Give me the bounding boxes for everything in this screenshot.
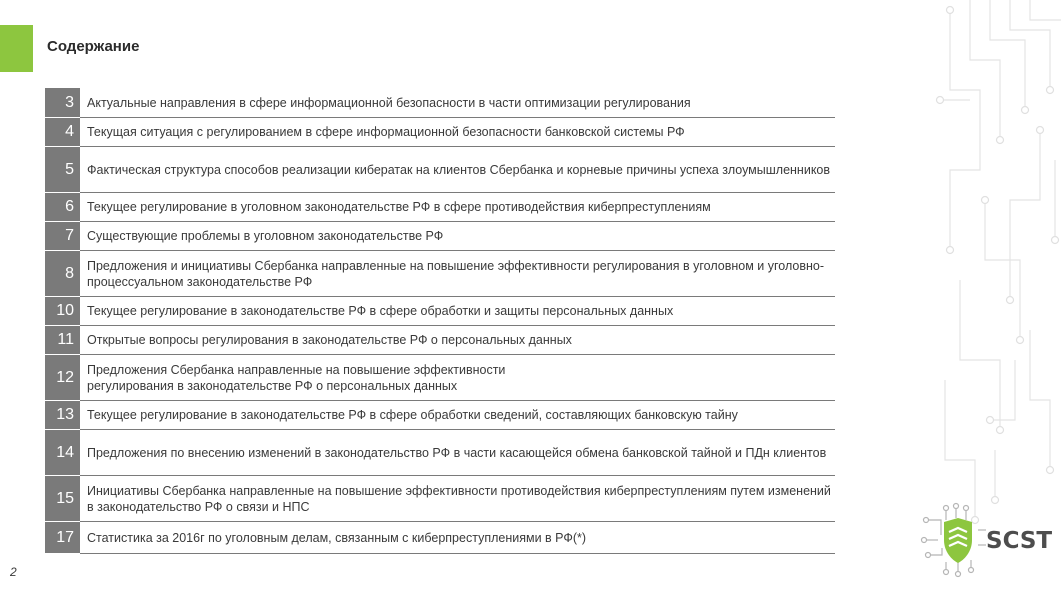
toc-number: 14	[45, 430, 80, 476]
toc-text: Текущее регулирование в законодательстве РФ в сфере обработки и защиты персональных данных	[87, 304, 674, 318]
toc-text: Текущее регулирование в уголовном законодательстве РФ в сфере противодействия киберпреступлениям	[87, 200, 711, 214]
toc-text: Статистика за 2016г по уголовным делам, связанным с киберпреступлениями в РФ(*)	[87, 530, 587, 545]
toc-text: Текущая ситуация с регулированием в сфере информационной безопасности банковской системы РФ	[87, 125, 685, 139]
toc-text: Актуальные направления в сфере информационной безопасности в части оптимизации регулирования	[87, 95, 691, 110]
logo-text: SCST	[986, 528, 1053, 554]
toc-text: Существующие проблемы в уголовном законодательстве РФ	[87, 229, 444, 243]
toc-row	[45, 147, 835, 193]
toc-text: Предложения Сбербанка направленные на повышение эффективности регулирования в законодательстве РФ о персональных данных	[87, 362, 506, 393]
toc-row	[45, 118, 835, 147]
toc-number: 3	[45, 88, 80, 118]
toc-number: 5	[45, 147, 80, 193]
toc-text: Инициативы Сбербанка направленные на повышение эффективности противодействия киберпреступлениям путем изменений в законодательство РФ о связи и НПС	[87, 483, 831, 514]
toc-row	[45, 297, 835, 326]
toc-number: 8	[45, 251, 80, 297]
toc-number: 17	[45, 522, 80, 554]
toc-row	[45, 193, 835, 222]
accent-bar	[0, 25, 33, 72]
toc-row	[45, 476, 835, 522]
toc-number: 4	[45, 118, 80, 147]
toc-text: Предложения по внесению изменений в законодательство РФ в части касающейся обмена банковской тайной и ПДн клиентов	[87, 445, 827, 460]
toc-text: Предложения и инициативы Сбербанка направленные на повышение эффективности регулирования в уголовном и уголовно-процессуальном законодательстве РФ	[87, 258, 825, 289]
toc-row	[45, 222, 835, 251]
toc-row	[45, 401, 835, 430]
toc-row	[45, 326, 835, 355]
toc-row	[45, 430, 835, 476]
toc-row	[45, 522, 835, 554]
toc-number: 6	[45, 193, 80, 222]
page-number: 2	[10, 565, 17, 579]
toc-row	[45, 355, 835, 401]
page-title: Содержание	[47, 38, 140, 55]
toc-text: Фактическая структура способов реализации кибератак на клиентов Сбербанка и корневые причины успеха злоумышленников	[87, 162, 831, 177]
toc-row	[45, 251, 835, 297]
toc-text: Текущее регулирование в законодательстве РФ в сфере обработки сведений, составляющих банковскую тайну	[87, 408, 738, 422]
toc-number: 12	[45, 355, 80, 401]
toc-number: 7	[45, 222, 80, 251]
toc-table	[45, 88, 835, 554]
toc-number: 13	[45, 401, 80, 430]
toc-number: 10	[45, 297, 80, 326]
toc-number: 11	[45, 326, 80, 355]
toc-number: 15	[45, 476, 80, 522]
toc-text: Открытые вопросы регулирования в законодательстве РФ о персональных данных	[87, 333, 572, 347]
toc-row	[45, 88, 835, 118]
